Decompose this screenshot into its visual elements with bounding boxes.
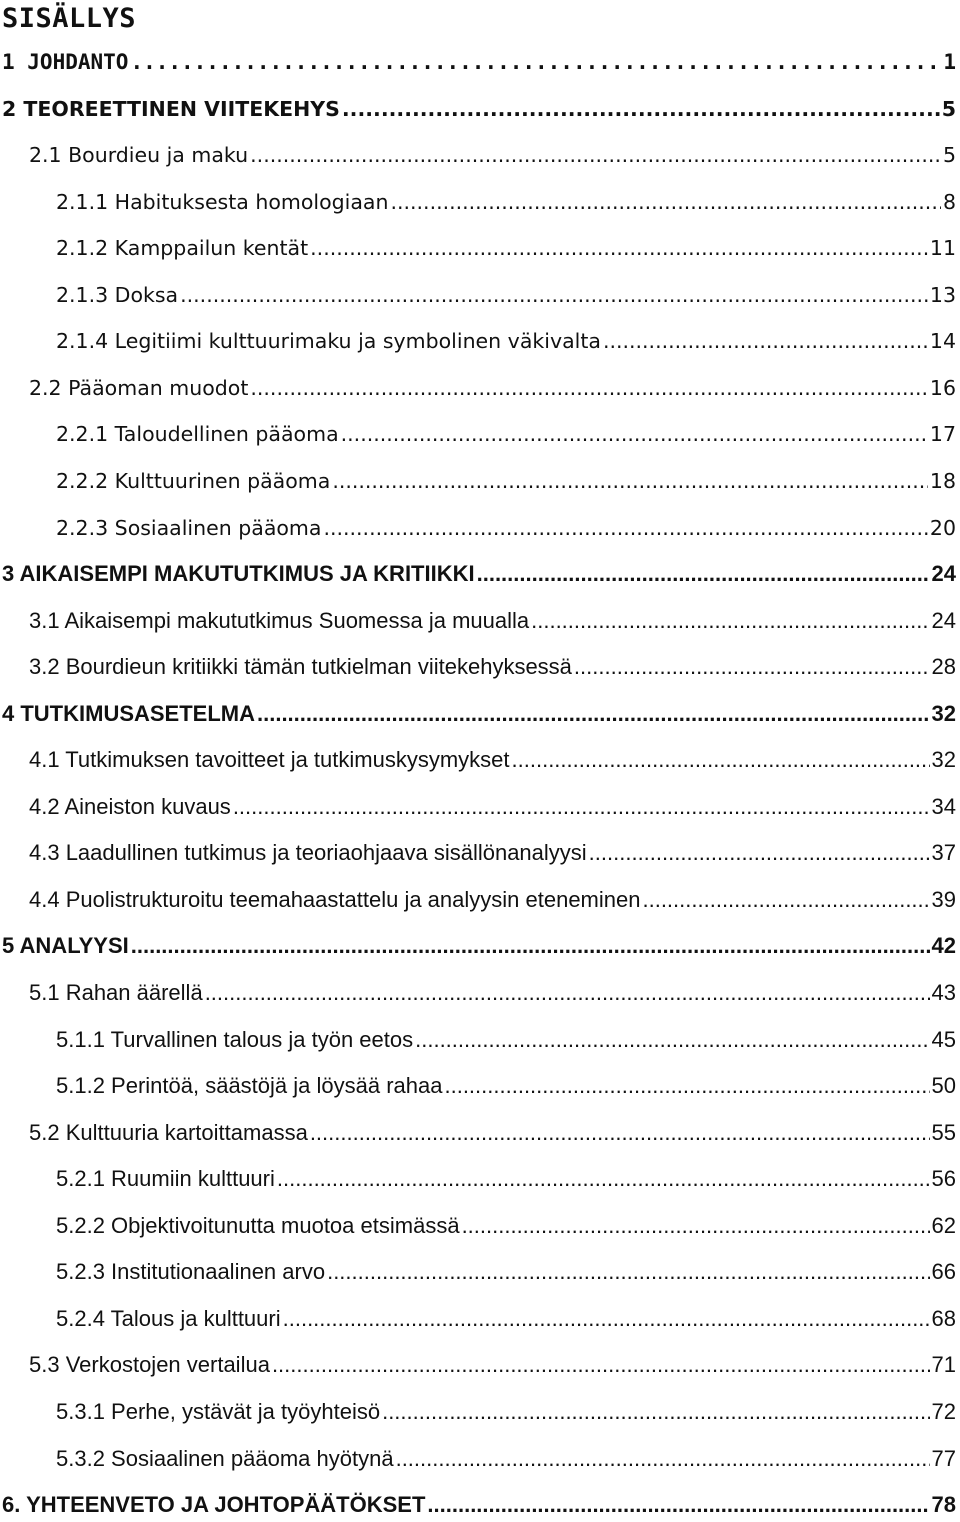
toc-entry-label: 2 TEOREETTINEN VIITEKEHYS bbox=[2, 96, 340, 121]
toc-entry[interactable] bbox=[56, 326, 956, 356]
toc-entry[interactable] bbox=[56, 513, 956, 543]
toc-entry-label: 5.3.2 Sosiaalinen pääoma hyötynä bbox=[56, 1445, 394, 1471]
toc-entry-label: 5.2 Kulttuuria kartoittamassa bbox=[29, 1119, 308, 1145]
toc-dot-leader bbox=[233, 792, 930, 822]
toc-entry[interactable] bbox=[56, 233, 956, 263]
toc-entry[interactable] bbox=[29, 652, 956, 682]
toc-entry-label: 1 JOHDANTO bbox=[2, 50, 129, 74]
toc-dot-leader bbox=[250, 140, 941, 170]
toc-entry-page-number: 68 bbox=[931, 1305, 956, 1331]
toc-dot-leader bbox=[327, 1257, 929, 1287]
toc-entry[interactable] bbox=[29, 792, 956, 822]
toc-entry-page-number: 13 bbox=[929, 282, 956, 307]
toc-entry[interactable] bbox=[29, 140, 956, 170]
toc-entry-page-number: 16 bbox=[929, 375, 956, 400]
toc-dot-leader bbox=[180, 280, 928, 310]
toc-dot-leader bbox=[250, 373, 928, 403]
toc-entry-label: 4 TUTKIMUSASETELMA bbox=[2, 700, 255, 726]
toc-entry-page-number: 77 bbox=[931, 1445, 956, 1471]
toc-dot-leader bbox=[341, 419, 928, 449]
toc-entry-label: 5.2.1 Ruumiin kulttuuri bbox=[56, 1166, 275, 1192]
toc-entry-page-number: 34 bbox=[931, 793, 956, 819]
toc-entry-label: 2.2.3 Sosiaalinen pääoma bbox=[56, 515, 322, 540]
toc-dot-leader bbox=[444, 1071, 929, 1101]
toc-entry-page-number: 1 bbox=[943, 50, 956, 74]
toc-entry-page-number: 39 bbox=[931, 886, 956, 912]
toc-dot-leader bbox=[382, 1397, 929, 1427]
toc-entry[interactable] bbox=[2, 699, 956, 729]
toc-dot-leader bbox=[130, 47, 941, 77]
toc-dot-leader bbox=[272, 1350, 930, 1380]
toc-entry-label: 6. YHTEENVETO JA JOHTOPÄÄTÖKSET bbox=[2, 1492, 426, 1518]
toc-entry-page-number: 50 bbox=[931, 1073, 956, 1099]
toc-entry-page-number: 56 bbox=[931, 1166, 956, 1192]
toc-dot-leader bbox=[427, 1490, 929, 1520]
toc-entry[interactable] bbox=[2, 559, 956, 589]
toc-entry[interactable] bbox=[56, 1397, 956, 1427]
toc-entry-page-number: 24 bbox=[931, 561, 956, 587]
toc-entry-page-number: 5 bbox=[942, 143, 956, 168]
toc-entry-label: 5.1 Rahan äärellä bbox=[29, 980, 203, 1005]
toc-dot-leader bbox=[257, 699, 930, 729]
toc-entry-page-number: 42 bbox=[931, 933, 956, 959]
toc-dot-leader bbox=[603, 326, 928, 356]
toc-entry-label: 5.1.1 Turvallinen talous ja työn eetos bbox=[56, 1026, 414, 1052]
toc-entry-label: 2.1.1 Habituksesta homologiaan bbox=[56, 189, 389, 214]
toc-dot-leader bbox=[415, 1025, 929, 1055]
toc-entry[interactable] bbox=[2, 931, 956, 961]
toc-entry[interactable] bbox=[56, 280, 956, 310]
toc-entry-page-number: 8 bbox=[942, 189, 956, 214]
toc-entry-page-number: 18 bbox=[929, 468, 956, 493]
toc-dot-leader bbox=[323, 513, 927, 543]
toc-entry-page-number: 72 bbox=[931, 1398, 956, 1424]
toc-entry-page-number: 32 bbox=[931, 747, 956, 773]
toc-entry-page-number: 11 bbox=[929, 236, 956, 261]
toc-dot-leader bbox=[342, 94, 940, 124]
toc-dot-leader bbox=[310, 233, 928, 263]
toc-entry[interactable] bbox=[2, 47, 956, 77]
toc-entry-page-number: 5 bbox=[941, 96, 956, 121]
toc-entry[interactable] bbox=[29, 1118, 956, 1148]
toc-dot-leader bbox=[396, 1444, 930, 1474]
toc-entry[interactable] bbox=[29, 373, 956, 403]
toc-entry[interactable] bbox=[29, 1350, 956, 1380]
toc-entry-label: 5.3.1 Perhe, ystävät ja työyhteisö bbox=[56, 1398, 381, 1424]
toc-entry[interactable] bbox=[56, 187, 956, 217]
toc-entry-page-number: 66 bbox=[931, 1259, 956, 1285]
toc-entry-label: 4.2 Aineiston kuvaus bbox=[29, 793, 231, 819]
toc-entry-page-number: 71 bbox=[931, 1352, 956, 1378]
toc-entry-label: 2.2.2 Kulttuurinen pääoma bbox=[56, 468, 331, 493]
toc-entry[interactable] bbox=[56, 1164, 956, 1194]
toc-entry-label: 5.2.2 Objektivoitunutta muotoa etsimässä bbox=[56, 1212, 460, 1238]
toc-entry-label: 2.1.2 Kamppailun kentät bbox=[56, 236, 309, 261]
toc-entry-label: 4.4 Puolistrukturoitu teemahaastattelu ja analyysin eteneminen bbox=[29, 886, 641, 912]
toc-dot-leader bbox=[531, 606, 929, 636]
toc-entry-label: 5 ANALYYSI bbox=[2, 933, 129, 959]
toc-entry[interactable] bbox=[2, 94, 956, 124]
toc-entry[interactable] bbox=[56, 419, 956, 449]
toc-entry-page-number: 62 bbox=[931, 1212, 956, 1238]
toc-entry-label: 5.3 Verkostojen vertailua bbox=[29, 1352, 270, 1378]
toc-entry-page-number: 17 bbox=[929, 422, 956, 447]
toc-dot-leader bbox=[512, 745, 930, 775]
toc-dot-leader bbox=[310, 1118, 930, 1148]
toc-entry[interactable] bbox=[56, 1211, 956, 1241]
toc-dot-leader bbox=[332, 466, 928, 496]
toc-dot-leader bbox=[205, 978, 930, 1008]
toc-dot-leader bbox=[131, 931, 930, 961]
toc-entry-label: 2.1 Bourdieu ja maku bbox=[29, 143, 249, 168]
toc-entry-label: 2.1.4 Legitiimi kulttuurimaku ja symbolinen väkivalta bbox=[56, 329, 601, 354]
toc-entry-label: 5.2.3 Institutionaalinen arvo bbox=[56, 1259, 326, 1285]
toc-entry-label: 4.1 Tutkimuksen tavoitteet ja tutkimuskysymykset bbox=[29, 747, 510, 773]
toc-entry-label: 3 AIKAISEMPI MAKUTUTKIMUS JA KRITIIKKI bbox=[2, 561, 475, 587]
toc-entry-page-number: 78 bbox=[931, 1492, 956, 1518]
toc-entry-page-number: 24 bbox=[931, 607, 956, 633]
toc-entry[interactable] bbox=[56, 466, 956, 496]
toc-entry-page-number: 28 bbox=[931, 654, 956, 680]
toc-entry-label: 2.2.1 Taloudellinen pääoma bbox=[56, 422, 339, 447]
toc-entry-label: 5.2.4 Talous ja kulttuuri bbox=[56, 1305, 281, 1331]
toc-dot-leader bbox=[589, 838, 930, 868]
toc-entry-page-number: 55 bbox=[931, 1119, 956, 1145]
toc-dot-leader bbox=[574, 652, 930, 682]
toc-entry-page-number: 20 bbox=[929, 515, 956, 540]
toc-entry[interactable] bbox=[29, 745, 956, 775]
toc-entry[interactable] bbox=[56, 1071, 956, 1101]
toc-entry[interactable] bbox=[56, 1257, 956, 1287]
toc-entry-page-number: 14 bbox=[929, 329, 956, 354]
toc-entry-label: 3.2 Bourdieun kritiikki tämän tutkielman viitekehyksessä bbox=[29, 654, 572, 680]
toc-entry-page-number: 32 bbox=[931, 700, 956, 726]
toc-entry[interactable] bbox=[56, 1304, 956, 1334]
toc-dot-leader bbox=[462, 1211, 930, 1241]
toc-entry-label: 4.3 Laadullinen tutkimus ja teoriaohjaava sisällönanalyysi bbox=[29, 840, 587, 866]
toc-entry-page-number: 45 bbox=[931, 1026, 956, 1052]
toc-entry[interactable] bbox=[29, 978, 956, 1008]
toc-entry-label: 3.1 Aikaisempi makututkimus Suomessa ja muualla bbox=[29, 607, 530, 633]
toc-entry[interactable] bbox=[29, 885, 956, 915]
toc-entry[interactable] bbox=[29, 838, 956, 868]
toc-entry-label: 5.1.2 Perintöä, säästöjä ja löysää rahaa bbox=[56, 1073, 443, 1099]
toc-entry-label: 2.2 Pääoman muodot bbox=[29, 375, 249, 400]
toc-entry[interactable] bbox=[56, 1025, 956, 1055]
toc-dot-leader bbox=[283, 1304, 930, 1334]
toc-entry-page-number: 37 bbox=[931, 840, 956, 866]
toc-dot-leader bbox=[477, 559, 930, 589]
toc-entry[interactable] bbox=[2, 1490, 956, 1520]
page-title: SISÄLLYS bbox=[2, 3, 137, 34]
toc-entry[interactable] bbox=[29, 606, 956, 636]
toc-dot-leader bbox=[277, 1164, 930, 1194]
toc-entry-label: 2.1.3 Doksa bbox=[56, 282, 179, 307]
toc-dot-leader bbox=[642, 885, 929, 915]
toc-entry[interactable] bbox=[56, 1444, 956, 1474]
toc-entry-page-number: 43 bbox=[931, 980, 956, 1005]
toc-dot-leader bbox=[390, 187, 940, 217]
